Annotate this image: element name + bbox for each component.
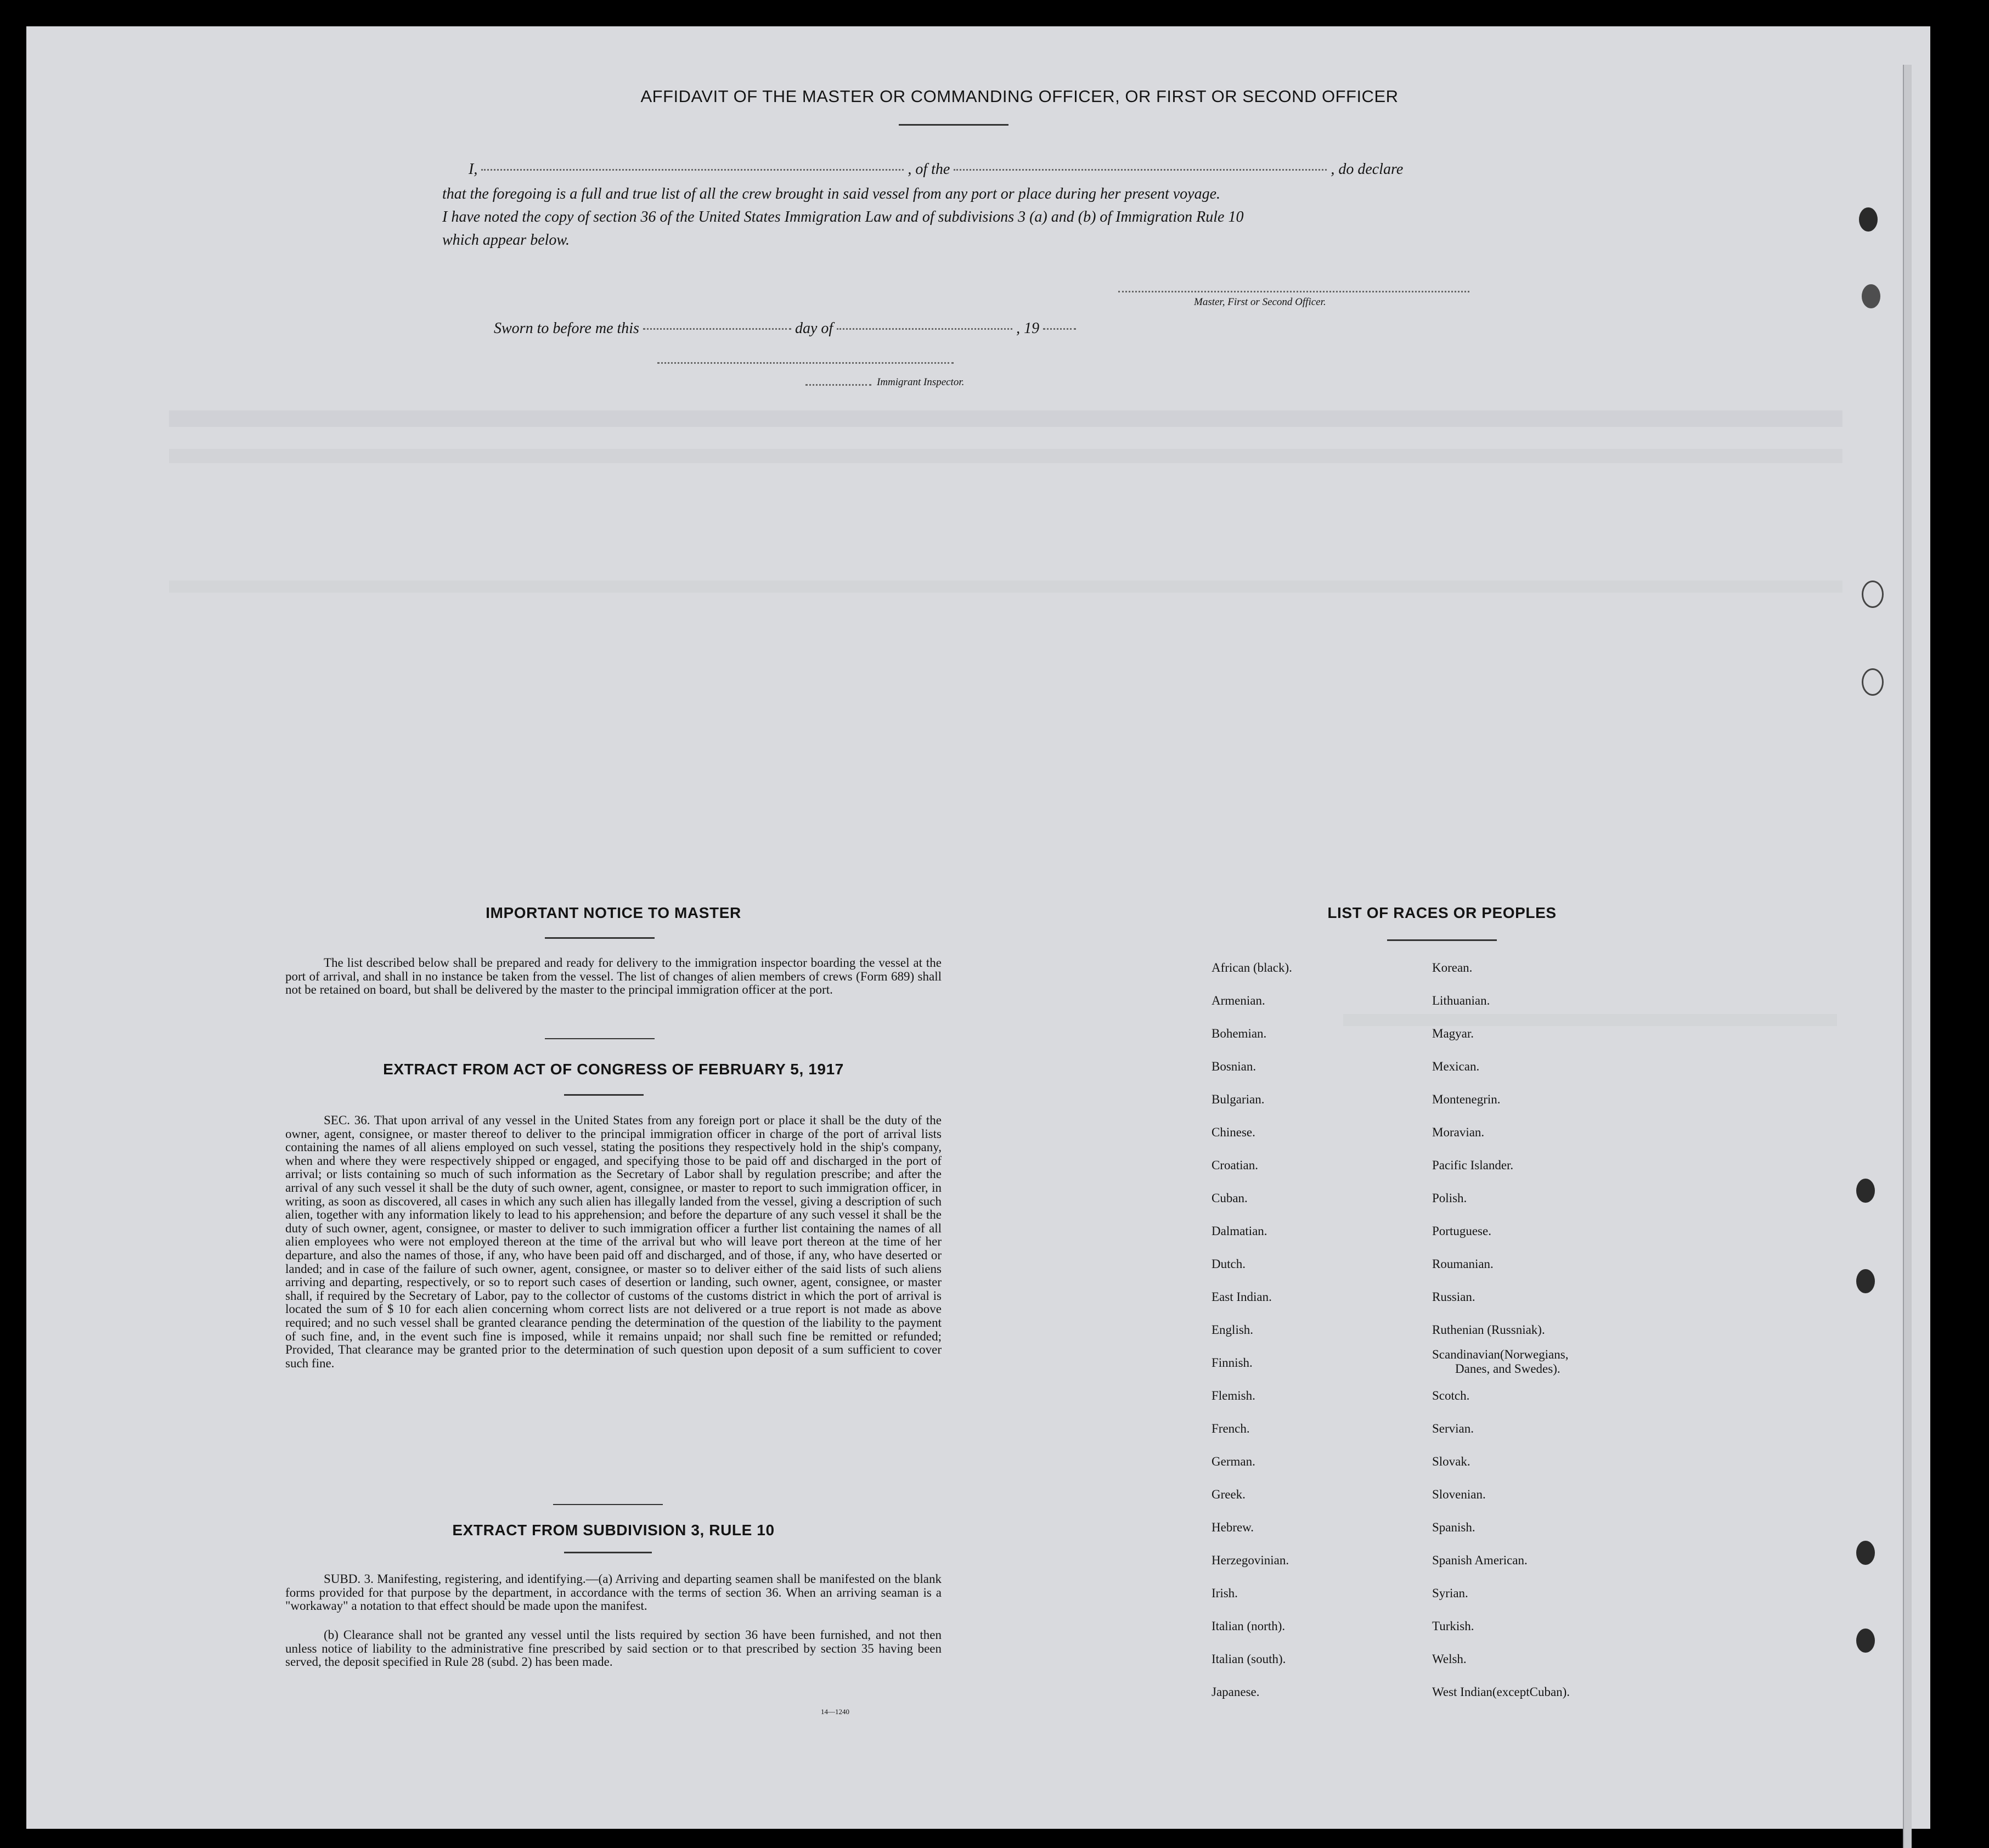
race-item: Italian (south). bbox=[1212, 1652, 1286, 1666]
race-item: Slovak. bbox=[1432, 1455, 1470, 1468]
notice-divider bbox=[545, 1038, 655, 1039]
race-item: Greek. bbox=[1212, 1488, 1246, 1501]
binding-hole bbox=[1856, 1179, 1875, 1203]
officer-signature-field[interactable] bbox=[1118, 291, 1469, 292]
race-item: Magyar. bbox=[1432, 1027, 1474, 1040]
race-item: Irish. bbox=[1212, 1586, 1238, 1600]
race-item: Syrian. bbox=[1432, 1586, 1468, 1600]
race-item: Roumanian. bbox=[1432, 1257, 1494, 1271]
affidavit-title: AFFIDAVIT OF THE MASTER OR COMMANDING OFFICER, OR FIRST OR SECOND OFFICER bbox=[640, 87, 1399, 106]
inspector-label: Immigrant Inspector. bbox=[877, 376, 965, 388]
vessel-name-field[interactable] bbox=[954, 169, 1327, 171]
race-item: Japanese. bbox=[1212, 1685, 1260, 1699]
race-item: French. bbox=[1212, 1422, 1250, 1435]
sworn-day-of-label: day of bbox=[795, 320, 833, 337]
race-item: Bulgarian. bbox=[1212, 1092, 1265, 1106]
race-item: East Indian. bbox=[1212, 1290, 1272, 1304]
rule-text-a: SUBD. 3. Manifesting, registering, and identifying.—(a) Arriving and departing seamen shall be manifested on the blank forms provided for that purpose by the department, in accordance with the terms of section 36. When an arriving seaman is a "workaway" a notation to that effect should be made upon the manifest. bbox=[285, 1572, 942, 1613]
race-item: African (black). bbox=[1212, 961, 1292, 974]
races-heading: LIST OF RACES OR PEOPLES bbox=[1327, 904, 1557, 921]
race-item: Bosnian. bbox=[1212, 1060, 1256, 1073]
officer-signature-label: Master, First or Second Officer. bbox=[1194, 296, 1326, 308]
race-item: West Indian(exceptCuban). bbox=[1432, 1685, 1570, 1699]
sworn-year-label: , 19 bbox=[1016, 320, 1040, 337]
sworn-label: Sworn to before me this bbox=[494, 320, 639, 337]
binding-hole bbox=[1856, 1541, 1875, 1565]
binding-hole bbox=[1862, 284, 1880, 308]
race-item: Armenian. bbox=[1212, 994, 1265, 1007]
race-item: Spanish. bbox=[1432, 1520, 1475, 1534]
affidavit-line-4: which appear below. bbox=[442, 232, 570, 249]
race-item: Montenegrin. bbox=[1432, 1092, 1501, 1106]
race-item: Russian. bbox=[1432, 1290, 1475, 1304]
binding-hole bbox=[1856, 1269, 1875, 1293]
race-item: Portuguese. bbox=[1432, 1224, 1491, 1238]
race-item: Italian (north). bbox=[1212, 1619, 1286, 1633]
race-item: Chinese. bbox=[1212, 1125, 1255, 1139]
notice-heading: IMPORTANT NOTICE TO MASTER bbox=[486, 904, 741, 921]
binding-hole bbox=[1862, 668, 1884, 696]
act-heading: EXTRACT FROM ACT OF CONGRESS OF FEBRUARY 5, 1917 bbox=[383, 1061, 844, 1078]
race-item: Flemish. bbox=[1212, 1389, 1255, 1402]
show-through-band bbox=[1343, 1014, 1837, 1026]
race-item: Scotch. bbox=[1432, 1389, 1470, 1402]
sworn-day-field[interactable] bbox=[643, 328, 791, 330]
declare-label: , do declare bbox=[1331, 161, 1404, 178]
race-item: English. bbox=[1212, 1323, 1254, 1337]
race-item: Danes, and Swedes). bbox=[1455, 1362, 1560, 1376]
race-item: Polish. bbox=[1432, 1191, 1467, 1205]
notice-underline bbox=[545, 937, 655, 939]
race-item: German. bbox=[1212, 1455, 1255, 1468]
title-underline bbox=[899, 124, 1008, 126]
sworn-month-field[interactable] bbox=[837, 328, 1012, 330]
race-item: Herzegovinian. bbox=[1212, 1553, 1289, 1567]
race-item: Hebrew. bbox=[1212, 1520, 1254, 1534]
show-through-band bbox=[169, 581, 1842, 593]
rule-text-b: (b) Clearance shall not be granted any vessel until the lists required by section 36 have been furnished, and not then unless notice of liability to the administrative fine prescribed by said section or to that prescribed by section 35 having been served, the deposit specified in Rule 28 (subd. 2) has been made. bbox=[285, 1628, 942, 1669]
races-underline bbox=[1387, 939, 1497, 941]
race-item: Mexican. bbox=[1432, 1060, 1480, 1073]
race-item: Cuban. bbox=[1212, 1191, 1248, 1205]
document-page bbox=[26, 26, 1930, 1829]
binding-edge bbox=[1903, 65, 1912, 1848]
sworn-year-field[interactable] bbox=[1043, 328, 1076, 330]
inspector-signature-field[interactable] bbox=[657, 362, 954, 364]
notice-text: The list described below shall be prepared and ready for delivery to the immigration inspector boarding the vessel at the port of arrival, and shall in no instance be taken from the vessel. The list of changes of alien members of crews (Form 689) shall not be retained on board, but shall be delivered by the master to the principal immigration officer at the port. bbox=[285, 956, 942, 997]
race-item: Turkish. bbox=[1432, 1619, 1474, 1633]
declarant-label: I, bbox=[469, 161, 478, 178]
binding-hole bbox=[1859, 207, 1878, 232]
act-underline bbox=[564, 1094, 644, 1096]
race-item: Ruthenian (Russniak). bbox=[1432, 1323, 1545, 1337]
race-item: Lithuanian. bbox=[1432, 994, 1490, 1007]
race-item: Korean. bbox=[1432, 961, 1473, 974]
declarant-name-field[interactable] bbox=[481, 169, 904, 171]
race-item: Dutch. bbox=[1212, 1257, 1246, 1271]
race-item: Scandinavian(Norwegians, bbox=[1432, 1348, 1569, 1361]
act-text: SEC. 36. That upon arrival of any vessel in the United States from any foreign port or place it shall be the duty of the owner, agent, consignee, or master thereof to deliver to the principal immigration officer in charge of the port of arrival lists containing the names of all aliens employed on such vessel, stating the positions they respectively hold in the ship's company, when and where they were respectively shipped or engaged, and specifying those to be paid off and discharged in the port of arrival; or lists containing so much of such information as the Secretary of Labor shall by regulation prescribe; and after the arrival of any such vessel it shall be the duty of such owner, agent, consignee, or master to report to such immigration officer, in writing, as soon as discovered, all cases in which any such alien has illegally landed from the vessel, giving a description of such alien, together with any information likely to lead to his apprehension; and before the departure of any such vessel it shall be the duty of such owner, agent, consignee, or master to deliver to such immigration officer a further list containing the names of all alien employees who were not employed thereon at the time of the arrival but who will leave port thereon at the time of her departure, and also the names of those, if any, who have been paid off and discharged, and of those, if any, who have deserted or landed; and in case of the failure of such owner, agent, consignee, or master so to deliver either of the said lists of such aliens arriving and departing, respectively, or so to report such cases of desertion or landing, such owner, agent, consignee, or master shall, if required by the Secretary of Labor, pay to the collector of customs of the customs district in which the port of arrival is located the sum of $ 10 for each alien concerning whom correct lists are not delivered or a true report is not made as above required; and no such vessel shall be granted clearance pending the determination of the question of the liability to the payment of such fine, and, in the event such fine is imposed, while it remains unpaid; nor shall such fine be remitted or refunded; Provided, That clearance may be granted prior to the determination of such question upon deposit of a sum sufficient to cover such fine. bbox=[285, 1113, 942, 1370]
vessel-label: , of the bbox=[908, 161, 950, 178]
race-item: Pacific Islander. bbox=[1432, 1158, 1514, 1172]
race-item: Spanish American. bbox=[1432, 1553, 1528, 1567]
race-item: Moravian. bbox=[1432, 1125, 1485, 1139]
race-item: Bohemian. bbox=[1212, 1027, 1267, 1040]
show-through-band bbox=[169, 410, 1842, 427]
rule-heading: EXTRACT FROM SUBDIVISION 3, RULE 10 bbox=[452, 1522, 775, 1539]
race-item: Slovenian. bbox=[1432, 1488, 1486, 1501]
binding-hole bbox=[1856, 1629, 1875, 1653]
rule-underline bbox=[564, 1552, 652, 1553]
form-number: 14—1240 bbox=[821, 1708, 849, 1716]
race-item: Finnish. bbox=[1212, 1356, 1253, 1370]
race-item: Servian. bbox=[1432, 1422, 1474, 1435]
binding-hole bbox=[1862, 581, 1884, 608]
inspector-signature-field-2[interactable] bbox=[805, 384, 871, 386]
affidavit-line-3: I have noted the copy of section 36 of the United States Immigration Law and of subdivisions 3 (a) and (b) of Immigration Rule 10 bbox=[442, 209, 1244, 226]
affidavit-line-2: that the foregoing is a full and true list of all the crew brought in said vessel from any port or place during her present voyage. bbox=[442, 185, 1221, 202]
act-divider bbox=[553, 1504, 663, 1505]
race-item: Croatian. bbox=[1212, 1158, 1258, 1172]
race-item: Welsh. bbox=[1432, 1652, 1467, 1666]
show-through-band bbox=[169, 449, 1842, 463]
race-item: Dalmatian. bbox=[1212, 1224, 1267, 1238]
